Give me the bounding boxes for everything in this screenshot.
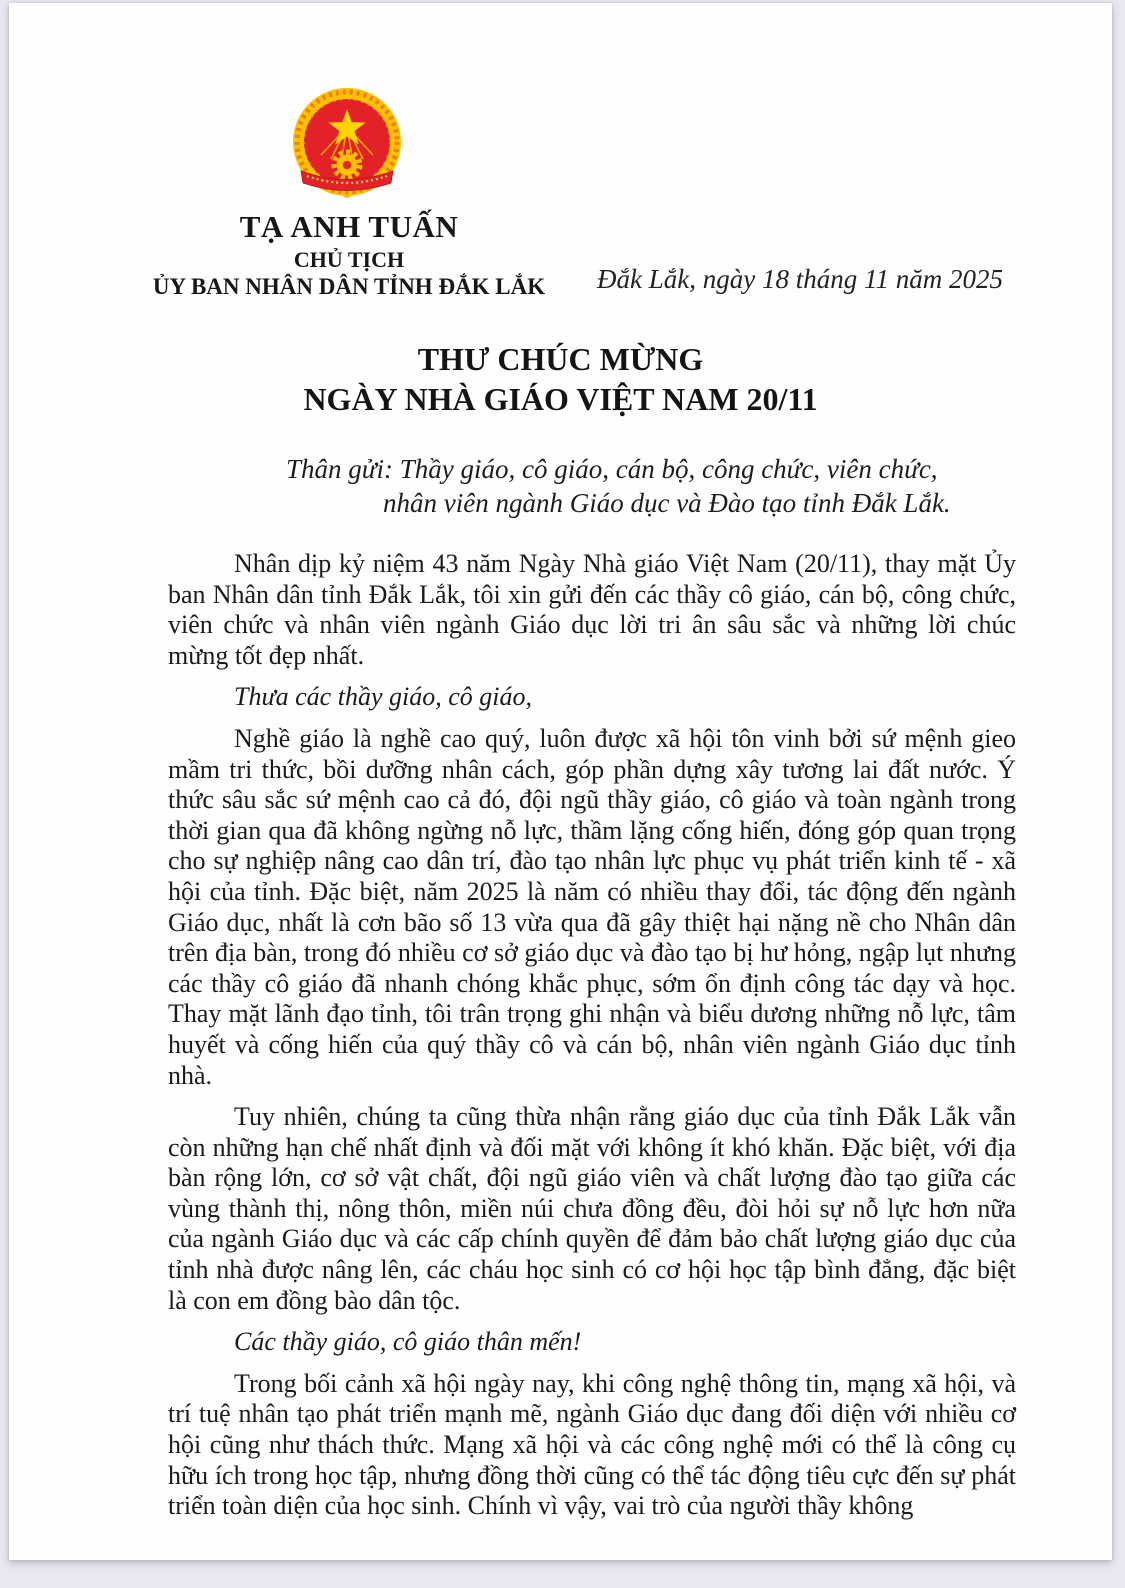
letter-title (9, 339, 1112, 419)
paragraph-opening: Nhân dịp kỷ niệm 43 năm Ngày Nhà giáo Việt Nam (20/11), thay mặt Ủy ban Nhân dân tỉnh Đắk Lắk, tôi xin gửi đến các thầy cô giáo, cán bộ, công chức, viên chức và nhân viên ngành Giáo dục lời tri ân sâu sắc và những lời chúc mừng tốt đẹp nhất. (168, 549, 1016, 670)
signer-organization: ỦY BAN NHÂN DÂN TỈNH ĐẮK LẮK (152, 274, 546, 299)
vietnam-national-emblem-icon (287, 85, 407, 205)
letter-title-line2: NGÀY NHÀ GIÁO VIỆT NAM 20/11 (303, 381, 818, 417)
dateline: Đắk Lắk, ngày 18 tháng 11 năm 2025 (597, 264, 1003, 294)
letter-page (9, 3, 1112, 1560)
paragraph-context: Trong bối cảnh xã hội ngày nay, khi công nghệ thông tin, mạng xã hội, và trí tuệ nhân tạo phát triển mạnh mẽ, ngành Giáo dục đang đối diện với nhiều cơ hội cũng như thách thức. Mạng xã hội và các công nghệ mới có thể là công cụ hữu ích trong học tập, nhưng đồng thời cũng có thể tác động tiêu cực đến sự phát triển toàn diện của học sinh. Chính vì vậy, vai trò của người thầy không (168, 1368, 1016, 1521)
signer-name: TẠ ANH TUẤN (239, 209, 459, 244)
signer-title: CHỦ TỊCH (293, 247, 405, 272)
paragraph-recognition: Nghề giáo là nghề cao quý, luôn được xã hội tôn vinh bởi sứ mệnh gieo mầm tri thức, bồi dưỡng nhân cách, góp phần dựng xây tương lai đất nước. Ý thức sâu sắc sứ mệnh cao cả đó, đội ngũ thầy giáo, cô giáo và toàn ngành trong thời gian qua đã không ngừng nỗ lực, thầm lặng cống hiến, đóng góp quan trọng cho sự nghiệp nâng cao dân trí, đào tạo nhân lực phục vụ phát triển kinh tế - xã hội của tỉnh. Đặc biệt, năm 2025 là năm có nhiều thay đổi, tác động đến ngành Giáo dục, nhất là cơn bão số 13 vừa qua đã gây thiệt hại nặng nề cho Nhân dân trên địa bàn, trong đó nhiều cơ sở giáo dục và đào tạo bị hư hỏng, ngập lụt nhưng các thầy cô giáo đã nhanh chóng khắc phục, sớm ổn định công tác dạy và học. Thay mặt lãnh đạo tỉnh, tôi trân trọng ghi nhận và biểu dương những nỗ lực, tâm huyết và cống hiến của quý thầy cô và cán bộ, nhân viên ngành Giáo dục tỉnh nhà. (168, 723, 1016, 1090)
salutation-line2: nhân viên ngành Giáo dục và Đào tạo tỉnh Đắk Lắk. (383, 488, 951, 518)
paragraph-address-2: Các thầy giáo, cô giáo thân mến! (234, 1327, 582, 1357)
letter-body (168, 549, 1016, 1533)
salutation (286, 452, 1006, 520)
salutation-line1: Thân gửi: Thầy giáo, cô giáo, cán bộ, công chức, viên chức, (286, 454, 938, 484)
signer-block (99, 209, 599, 300)
paragraph-challenges: Tuy nhiên, chúng ta cũng thừa nhận rằng giáo dục của tỉnh Đắk Lắk vẫn còn những hạn chế nhất định và đối mặt với không ít khó khăn. Đặc biệt, với địa bàn rộng lớn, cơ sở vật chất, đội ngũ giáo viên và chất lượng đào tạo giữa các vùng thành thị, nông thôn, miền núi chưa đồng đều, đòi hỏi sự nỗ lực hơn nữa của ngành Giáo dục và các cấp chính quyền để đảm bảo chất lượng giáo dục của tỉnh nhà được nâng lên, các cháu học sinh có cơ hội học tập bình đẳng, đặc biệt là con em đồng bào dân tộc. (168, 1102, 1016, 1315)
paragraph-address-1: Thưa các thầy giáo, cô giáo, (234, 682, 532, 712)
letter-title-line1: THƯ CHÚC MỪNG (417, 341, 704, 377)
